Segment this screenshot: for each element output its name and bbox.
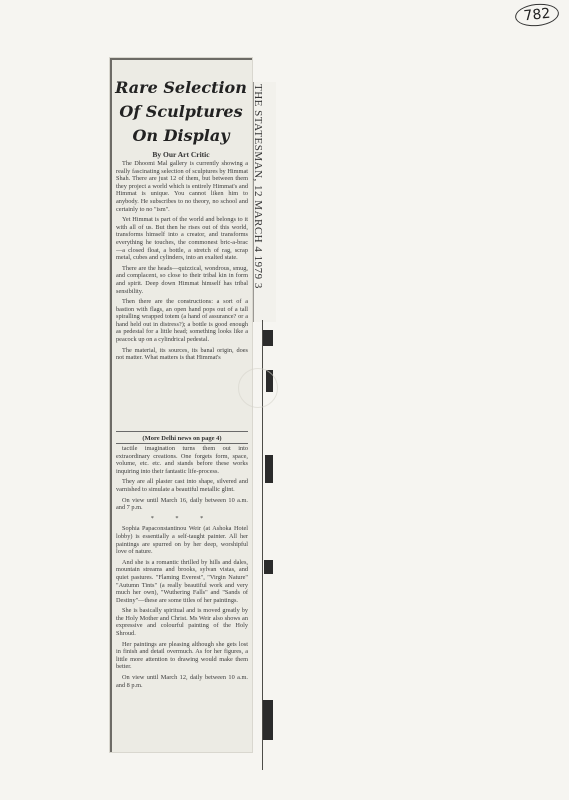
page-number: 782: [514, 2, 560, 28]
edge-mark: [263, 330, 273, 346]
article-column-2: [116, 445, 248, 750]
faint-stamp: [238, 368, 278, 408]
clipping-left-rule: [110, 58, 112, 752]
paragraph: She is basically spiritual and is moved greatly by the Holy Mother and Christ. Ms Weir also shows an expressive and colourful painting of the Holy Shroud.: [116, 607, 248, 638]
masthead-text: THE STATESMAN, 12 MARCH 4 1979 3: [252, 84, 264, 289]
paragraph: On view until March 12, daily between 10 a.m. and 8 p.m.: [116, 674, 248, 689]
paragraph: There are the heads—quizzical, wondrous, smug, and complacent, so close to their tribal kin in form and spirit. Deep down Himmat himself has tribal sensibility.: [116, 264, 248, 295]
paragraph: Sophia Papaconstantinou Weir (at Ashoka Hotel lobby) is essentially a self-taught painter. All her paintings are spurred on by her deep, worshipful love of nature.: [116, 525, 248, 556]
byline: By Our Art Critic: [152, 150, 210, 159]
paragraph: And she is a romantic thrilled by hills and dales, mountain streams and brooks, sylvan vistas, and quiet pastures. "Flaming Everest", "Virgin Nature" "Autumn Tints" (a really beautiful work and very much her own), "Wuthering Falls" and "Sands of Destiny"—these are some titles of her paintings.: [116, 558, 248, 604]
paragraph: Yet Himmat is part of the world and belongs to it with all of us. But then he rises out of this world, transforms himself into a creator, and transforms everything he touches, the commonest bric-a-brac—a closed float, a bottle, a stretch of rag, scrap metal, cubes and cylinders, into an exalted state.: [116, 216, 248, 262]
paragraph: The material, its sources, its banal origin, does not matter. What matters is that Himmat's: [116, 346, 248, 362]
edge-mark: [265, 455, 273, 483]
more-news-notice: (More Delhi news on page 4): [142, 435, 222, 442]
clipping-top-rule: [110, 58, 252, 60]
paragraph: Her paintings are pleasing although she gets lost in finish and detail overmuch. As for her figures, a little more attention to drawing would make them better.: [116, 640, 248, 671]
paragraph: They are all plaster cast into shape, silvered and varnished to simulate a beautiful metallic glint.: [116, 478, 248, 493]
headline-line-3: On Display: [132, 126, 230, 145]
paragraph: On view until March 16, daily between 10 a.m. and 7 p.m.: [116, 496, 248, 512]
paragraph: Then there are the constructions: a sort of a bastion with flags, an open hand pops out of a tall spiralling wrapped totem (a hand of assurance? or a hand held out in distress?); a bottle is good enough as pedestal for a little head; something looks like a peacock up on a cylindrical pedestal.: [116, 298, 248, 344]
headline-line-2: Of Sculptures: [119, 102, 243, 121]
edge-mark: [264, 560, 273, 574]
paragraph: tactile imagination turns them out into extraordinary creations. One forgets form, space, volume, etc. etc. and stands before these works inquiring into their fantastic life-process.: [116, 445, 248, 475]
headline-line-1: Rare Selection: [115, 78, 247, 97]
article-column-1: [116, 160, 248, 426]
section-separator: * * *: [150, 514, 214, 522]
divider: [116, 443, 248, 444]
divider: [116, 431, 248, 432]
paragraph: The Dhoomi Mal gallery is currently showing a really fascinating selection of sculptures by Himmat Shah. There are just 12 of them, but between them they project a world which is entirely Himmat's and Himmat is unique. You cannot liken him to anybody. He subscribes to no theory, no school and certainly to no "ism".: [116, 160, 248, 213]
headline: [114, 76, 248, 148]
edge-mark: [263, 700, 273, 740]
